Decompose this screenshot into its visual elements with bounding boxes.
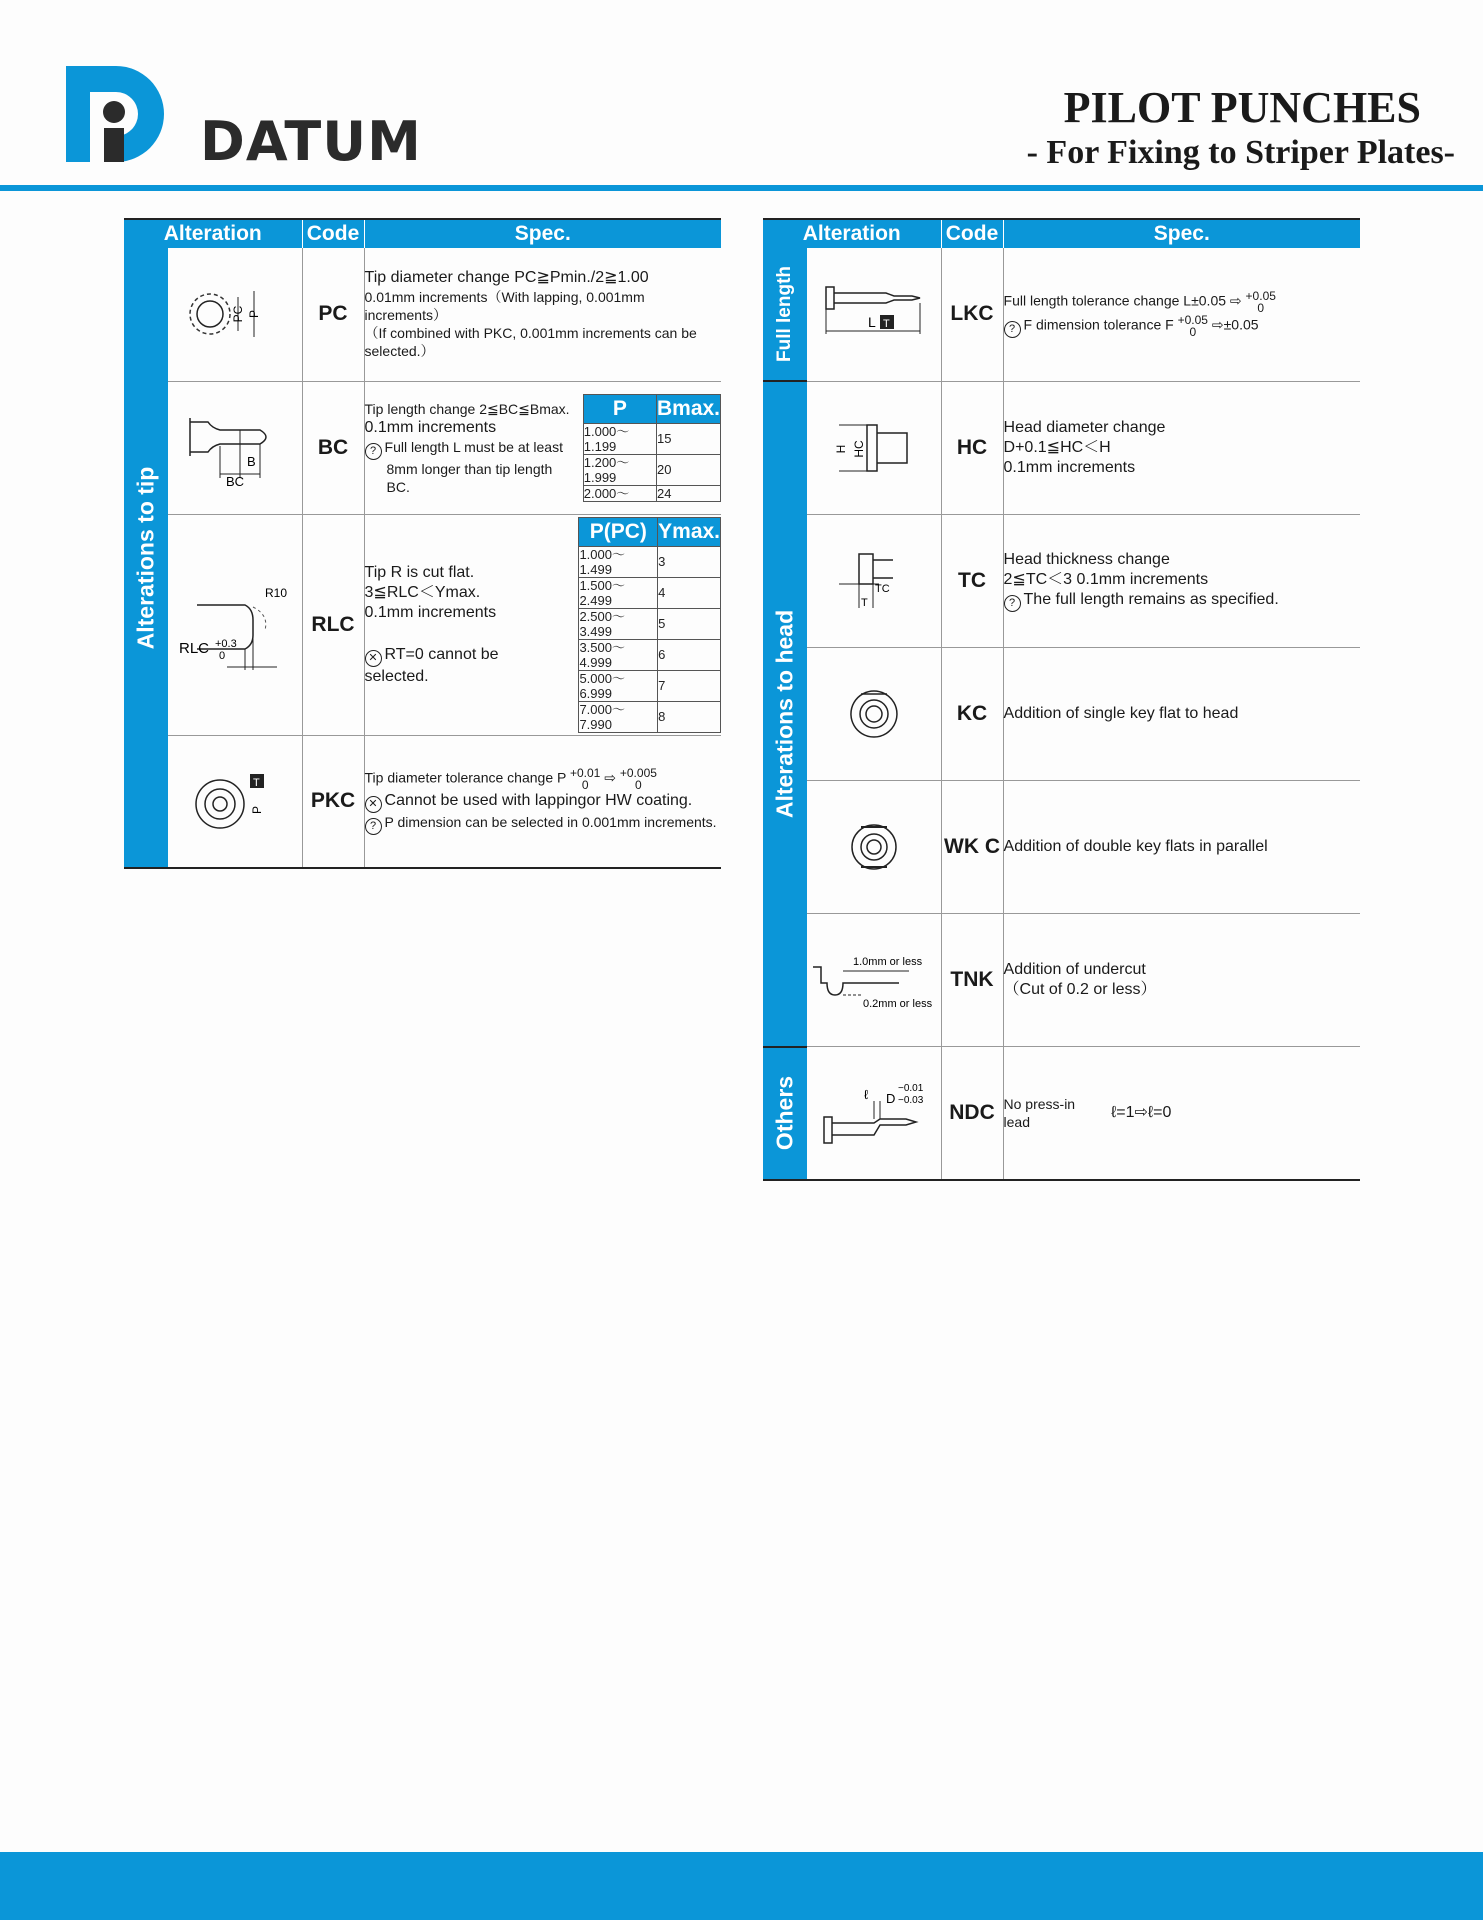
bc-th-p: P bbox=[583, 394, 656, 423]
row-tnk bbox=[763, 913, 1360, 1046]
rlc-cell: 7.000～7.990 bbox=[579, 701, 658, 732]
tc-line3: The full length remains as specified. bbox=[1023, 590, 1279, 608]
pkc-line1: Tip diameter tolerance change P bbox=[364, 769, 567, 786]
bc-line4: 8mm longer than tip length BC. bbox=[386, 460, 553, 495]
bc-bmax-table bbox=[583, 394, 721, 502]
code-wkc: WK C bbox=[941, 780, 1003, 913]
lkc-line1: Full length tolerance change L±0.05 bbox=[1003, 292, 1227, 309]
lkc-figure bbox=[807, 248, 941, 381]
tc-figure bbox=[807, 514, 941, 647]
footer-bar bbox=[0, 1852, 1483, 1920]
pkc-line3: P dimension can be selected in 0.001mm increments. bbox=[384, 814, 717, 831]
rlc-line2: 3≦RLC＜Ymax. bbox=[364, 583, 481, 601]
fig-l-label: L bbox=[868, 314, 877, 331]
bc-cell: 1.000～1.199 bbox=[583, 423, 656, 454]
row-lkc: Full length L T LKC Full length tolerance change L±0.05 ⇨ +0.05 0 ? F dimension tolerance F +0.05 0 ⇨±0.05 bbox=[763, 248, 1360, 381]
row-bc bbox=[124, 381, 721, 514]
fig-rlc-tol-dn: 0 bbox=[219, 649, 226, 662]
code-tnk: TNK bbox=[941, 913, 1003, 1046]
brand-name: DATUM bbox=[200, 110, 422, 173]
rlc-line1: Tip R is cut flat. bbox=[364, 563, 475, 581]
fig-bc-label: BC bbox=[225, 473, 244, 488]
row-hc bbox=[763, 381, 1360, 514]
code-pkc: PKC bbox=[302, 735, 364, 868]
code-hc: HC bbox=[941, 381, 1003, 514]
kc-figure bbox=[807, 647, 941, 780]
row-kc bbox=[763, 647, 1360, 780]
col-spec: Spec. bbox=[364, 219, 721, 248]
pc-line2: 0.01mm increments（With lapping, 0.001mm increments） bbox=[364, 289, 645, 324]
tip-alterations-table bbox=[124, 218, 721, 869]
code-pc: PC bbox=[302, 248, 364, 381]
tnk-figure bbox=[807, 913, 941, 1046]
pkc-tol-dn2: 0 bbox=[635, 778, 642, 793]
rlc-line4: RT=0 cannot be selected. bbox=[364, 645, 499, 685]
pkc-line2: Cannot be used with lappingor HW coating. bbox=[384, 792, 693, 810]
page-subtitle: - For Fixing to Striper Plates- bbox=[1026, 134, 1455, 171]
col-spec: Spec. bbox=[1003, 219, 1360, 248]
row-pkc: T P PKC Tip diameter tolerance change P +0.01 0 ⇨ +0.005 0 ✕ Cannot be used with lappingor HW coating. ? P dimension can be selected in 0.001mm increments. bbox=[124, 735, 721, 868]
rlc-cell: 1.000～1.499 bbox=[579, 546, 658, 577]
fig-undercut-depth: 0.2mm or less bbox=[862, 997, 932, 1010]
lkc-tol-dn: 0 bbox=[1257, 301, 1265, 316]
hc-line2: D+0.1≦HC＜H bbox=[1003, 438, 1111, 456]
rlc-cell: 7 bbox=[658, 670, 721, 701]
row-wkc bbox=[763, 780, 1360, 913]
bc-cell: 15 bbox=[656, 423, 720, 454]
col-alteration: Alteration bbox=[124, 219, 302, 248]
page-title: PILOT PUNCHES bbox=[1063, 83, 1421, 132]
lkc-tol-up: +0.05 bbox=[1245, 289, 1276, 304]
bc-line2: 0.1mm increments bbox=[364, 418, 497, 436]
code-kc: KC bbox=[941, 647, 1003, 780]
note-icon: ? bbox=[365, 818, 382, 835]
rlc-cell: 8 bbox=[658, 701, 721, 732]
fig-h-label: H bbox=[833, 444, 848, 453]
rlc-cell: 2.500～3.499 bbox=[579, 608, 658, 639]
fig-d-label: D bbox=[885, 1090, 896, 1106]
svg-text:T: T bbox=[252, 777, 260, 790]
row-ndc bbox=[763, 1047, 1360, 1180]
fig-d-tol-up: −0.01 bbox=[897, 1082, 924, 1094]
rlc-figure bbox=[168, 514, 302, 735]
note-icon: ? bbox=[1004, 595, 1021, 612]
wkc-figure bbox=[807, 780, 941, 913]
tnk-line1: Addition of undercut bbox=[1003, 960, 1146, 978]
pc-figure bbox=[168, 248, 302, 381]
lkc-line2: F dimension tolerance F bbox=[1023, 316, 1174, 333]
rlc-th-ymax: Ymax. bbox=[658, 517, 721, 546]
prohibited-icon: ✕ bbox=[365, 650, 382, 667]
rlc-cell: 5.000～6.999 bbox=[579, 670, 658, 701]
lkc-f-tol-dn: 0 bbox=[1189, 325, 1197, 340]
code-bc: BC bbox=[302, 381, 364, 514]
pc-line1: Tip diameter change PC≧Pmin./2≧1.00 bbox=[364, 269, 649, 287]
rlc-line3: 0.1mm increments bbox=[364, 603, 497, 621]
fig-hc-label: HC bbox=[851, 439, 866, 458]
prohibited-icon: ✕ bbox=[365, 796, 382, 813]
group-head: Alterations to head bbox=[763, 381, 807, 1047]
tc-line2: 2≦TC＜3 0.1mm increments bbox=[1003, 570, 1209, 588]
svg-text:T: T bbox=[883, 318, 890, 331]
datum-logo-icon bbox=[66, 66, 166, 164]
fig-r10-label: R10 bbox=[265, 585, 288, 600]
code-ndc: NDC bbox=[941, 1047, 1003, 1180]
fig-p-label: P bbox=[246, 310, 261, 319]
head-alterations-table bbox=[763, 218, 1360, 1181]
rlc-cell: 5 bbox=[658, 608, 721, 639]
ndc-line3: ℓ=1⇨ℓ=0 bbox=[1111, 1103, 1172, 1121]
tnk-line2: （Cut of 0.2 or less） bbox=[1003, 980, 1157, 998]
fig-l-label: ℓ bbox=[863, 1086, 868, 1102]
code-lkc: LKC bbox=[941, 248, 1003, 381]
bc-cell: 20 bbox=[656, 454, 720, 485]
ndc-line1: No press-in bbox=[1003, 1095, 1076, 1112]
header-rule bbox=[0, 185, 1483, 191]
group-tip: Alterations to tip bbox=[124, 248, 168, 868]
group-full-length: Full length bbox=[763, 248, 807, 381]
lkc-f-tol-up: +0.05 bbox=[1177, 313, 1208, 328]
col-code: Code bbox=[302, 219, 364, 248]
tc-line1: Head thickness change bbox=[1003, 550, 1170, 568]
fig-p-label: P bbox=[249, 806, 264, 815]
fig-rlc-label: RLC bbox=[179, 639, 210, 657]
hc-figure bbox=[807, 381, 941, 514]
row-pc bbox=[124, 248, 721, 381]
bc-th-bmax: Bmax. bbox=[656, 394, 720, 423]
fig-tc-label: TC bbox=[874, 582, 890, 595]
bc-figure bbox=[168, 381, 302, 514]
fig-t-label: T bbox=[860, 596, 868, 609]
col-alteration: Alteration bbox=[763, 219, 941, 248]
col-code: Code bbox=[941, 219, 1003, 248]
fig-b-label: B bbox=[246, 453, 256, 469]
code-rlc: RLC bbox=[302, 514, 364, 735]
fig-undercut-width: 1.0mm or less bbox=[852, 955, 922, 968]
hc-line1: Head diameter change bbox=[1003, 418, 1166, 436]
note-icon: ? bbox=[1004, 321, 1021, 338]
note-icon: ? bbox=[365, 443, 382, 460]
ndc-line2: lead bbox=[1003, 1113, 1030, 1130]
group-others: Others bbox=[763, 1047, 807, 1180]
hc-line3: 0.1mm increments bbox=[1003, 458, 1136, 476]
pc-line3: （If combined with PKC, 0.001mm increments can be selected.） bbox=[364, 325, 697, 360]
rlc-cell: 4 bbox=[658, 577, 721, 608]
rlc-cell: 3.500～4.999 bbox=[579, 639, 658, 670]
bc-line3: Full length L must be at least bbox=[384, 438, 563, 455]
kc-line1: Addition of single key flat to head bbox=[1003, 647, 1360, 780]
wkc-line1: Addition of double key flats in parallel bbox=[1003, 780, 1360, 913]
fig-pc-label: PC bbox=[230, 305, 245, 323]
rlc-cell: 1.500～2.499 bbox=[579, 577, 658, 608]
pkc-tol-dn: 0 bbox=[581, 778, 589, 793]
fig-rlc-tol-up: +0.3 bbox=[215, 637, 237, 650]
bc-cell: 2.000～ bbox=[583, 485, 656, 501]
pkc-tol-up2: +0.005 bbox=[619, 766, 657, 781]
bc-cell: 24 bbox=[656, 485, 720, 501]
row-rlc bbox=[124, 514, 721, 735]
ndc-figure bbox=[807, 1047, 941, 1180]
bc-line1: Tip length change 2≦BC≦Bmax. bbox=[364, 400, 570, 417]
pkc-figure bbox=[168, 735, 302, 868]
code-tc: TC bbox=[941, 514, 1003, 647]
rlc-cell: 3 bbox=[658, 546, 721, 577]
rlc-cell: 6 bbox=[658, 639, 721, 670]
rlc-ymax-table bbox=[578, 517, 721, 733]
lkc-f-tol-new: ±0.05 bbox=[1223, 316, 1259, 333]
pkc-tol-up: +0.01 bbox=[569, 766, 601, 781]
rlc-th-p: P(PC) bbox=[579, 517, 658, 546]
fig-d-tol-dn: −0.03 bbox=[897, 1094, 924, 1106]
bc-cell: 1.200～1.999 bbox=[583, 454, 656, 485]
row-tc bbox=[763, 514, 1360, 647]
